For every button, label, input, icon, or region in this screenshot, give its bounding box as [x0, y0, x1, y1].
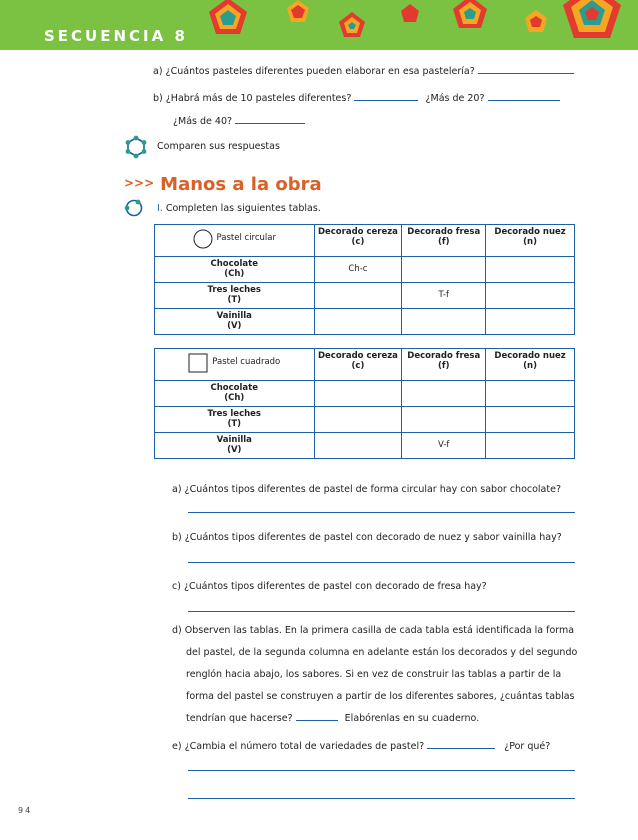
header-band: [0, 0, 638, 50]
column-header: Decorado cereza (c): [314, 349, 402, 381]
table-row: [155, 283, 575, 309]
question-a-bottom: a) ¿Cuántos tipos diferentes de pastel de forma circular hay con sabor chocolate?: [172, 484, 561, 495]
question-b-text: b) ¿Habrá más de 10 pasteles diferentes?: [153, 93, 352, 104]
column-header: Decorado nuez (n): [486, 349, 575, 381]
activity-number: I.: [157, 203, 163, 214]
page-number: 94: [18, 806, 33, 815]
table-cell[interactable]: Ch-c: [314, 257, 402, 283]
section-title-text: Manos a la obra: [160, 174, 322, 195]
row-header: Vainilla (V): [155, 309, 315, 335]
hexagon-group-icon: [124, 135, 148, 162]
question-d-line-3: renglón hacia abajo, los sabores. Si en vez de construir las tablas a partir de la: [186, 669, 562, 680]
table-row: [155, 433, 575, 459]
table-corner-label: Pastel circular: [216, 232, 276, 243]
square-shape-icon: [188, 353, 208, 373]
pentagon-icon: [563, 0, 621, 38]
table-cell[interactable]: [314, 381, 402, 407]
table-cell[interactable]: [486, 433, 575, 459]
table-row: [155, 257, 575, 283]
table-cell[interactable]: [402, 257, 486, 283]
sequence-title: SECUENCIA 8: [44, 27, 188, 45]
table-cell[interactable]: [314, 309, 402, 335]
question-b-more40-row: [173, 116, 305, 127]
circle-shape-icon: [193, 229, 213, 249]
table-cell[interactable]: [486, 257, 575, 283]
table-cell[interactable]: [314, 407, 402, 433]
answer-line[interactable]: [235, 123, 305, 124]
column-header: Decorado nuez (n): [486, 225, 575, 257]
question-e: [172, 741, 550, 752]
table-square: [154, 348, 575, 459]
table-cell[interactable]: [486, 283, 575, 309]
table-cell[interactable]: [486, 407, 575, 433]
pentagon-icon: [339, 12, 365, 37]
answer-line[interactable]: [427, 748, 495, 749]
answer-line[interactable]: [188, 798, 575, 799]
question-b-more20: ¿Más de 20?: [425, 93, 485, 104]
table-cell[interactable]: [402, 381, 486, 407]
pentagon-icon: [401, 4, 419, 22]
answer-line[interactable]: [188, 562, 575, 563]
activity-instruction-text: Completen las siguientes tablas.: [165, 203, 321, 214]
question-d-text-b: Elabórenlas en su cuaderno.: [344, 713, 480, 724]
table-circular: [154, 224, 575, 335]
activity-instruction: [157, 203, 321, 214]
column-header: Decorado cereza (c): [314, 225, 402, 257]
question-e-text-a: e) ¿Cambia el número total de variedades de pastel?: [172, 741, 425, 752]
section-arrows: >>>: [124, 176, 155, 190]
table-corner-cell: [155, 225, 315, 257]
table-row: [155, 381, 575, 407]
column-header: Decorado fresa (f): [402, 225, 486, 257]
question-a-top: [153, 66, 574, 77]
pentagon-icon: [209, 0, 247, 34]
pentagon-icon: [287, 0, 309, 22]
question-a-text: a) ¿Cuántos pasteles diferentes pueden elaborar en esa pastelería?: [153, 66, 475, 77]
table-cell[interactable]: [486, 309, 575, 335]
section-title: [124, 174, 322, 195]
answer-line[interactable]: [478, 73, 574, 74]
question-d-line-1: d) Observen las tablas. En la primera casilla de cada tabla está identificada la forma: [172, 625, 575, 636]
pair-icon: [124, 198, 144, 221]
table-row: [155, 407, 575, 433]
question-c-bottom: c) ¿Cuántos tipos diferentes de pastel con decorado de fresa hay?: [172, 581, 487, 592]
question-d-line-5: [186, 713, 479, 724]
question-d-line-4: forma del pastel se construyen a partir de los diferentes sabores, ¿cuántas tablas: [186, 691, 575, 702]
row-header: Tres leches (T): [155, 407, 315, 433]
answer-line[interactable]: [188, 611, 575, 612]
table-cell[interactable]: V-f: [402, 433, 486, 459]
question-d-text-a: tendrían que hacerse?: [186, 713, 293, 724]
question-b-bottom: b) ¿Cuántos tipos diferentes de pastel con decorado de nuez y sabor vainilla hay?: [172, 532, 562, 543]
question-b-more40: ¿Más de 40?: [173, 116, 233, 127]
table-cell[interactable]: [402, 309, 486, 335]
answer-line[interactable]: [488, 100, 560, 101]
table-cell[interactable]: [402, 407, 486, 433]
table-corner-cell: [155, 349, 315, 381]
question-b-top: [153, 93, 560, 104]
table-cell[interactable]: T-f: [402, 283, 486, 309]
table-cell[interactable]: [314, 283, 402, 309]
column-header: Decorado fresa (f): [402, 349, 486, 381]
table-cell[interactable]: [486, 381, 575, 407]
row-header: Chocolate (Ch): [155, 257, 315, 283]
row-header: Vainilla (V): [155, 433, 315, 459]
question-d-line-2: del pastel, de la segunda columna en adelante están los decorados y del segundo: [186, 647, 578, 658]
answer-line[interactable]: [188, 512, 575, 513]
answer-line[interactable]: [296, 720, 338, 721]
compare-text: Comparen sus respuestas: [157, 141, 280, 152]
row-header: Chocolate (Ch): [155, 381, 315, 407]
pentagon-icon: [453, 0, 487, 28]
question-e-text-b: ¿Por qué?: [504, 741, 551, 752]
answer-line[interactable]: [188, 770, 575, 771]
row-header: Tres leches (T): [155, 283, 315, 309]
answer-line[interactable]: [354, 100, 418, 101]
table-row: [155, 309, 575, 335]
table-cell[interactable]: [314, 433, 402, 459]
table-corner-label: Pastel cuadrado: [212, 356, 281, 367]
pentagon-icon: [525, 10, 547, 32]
